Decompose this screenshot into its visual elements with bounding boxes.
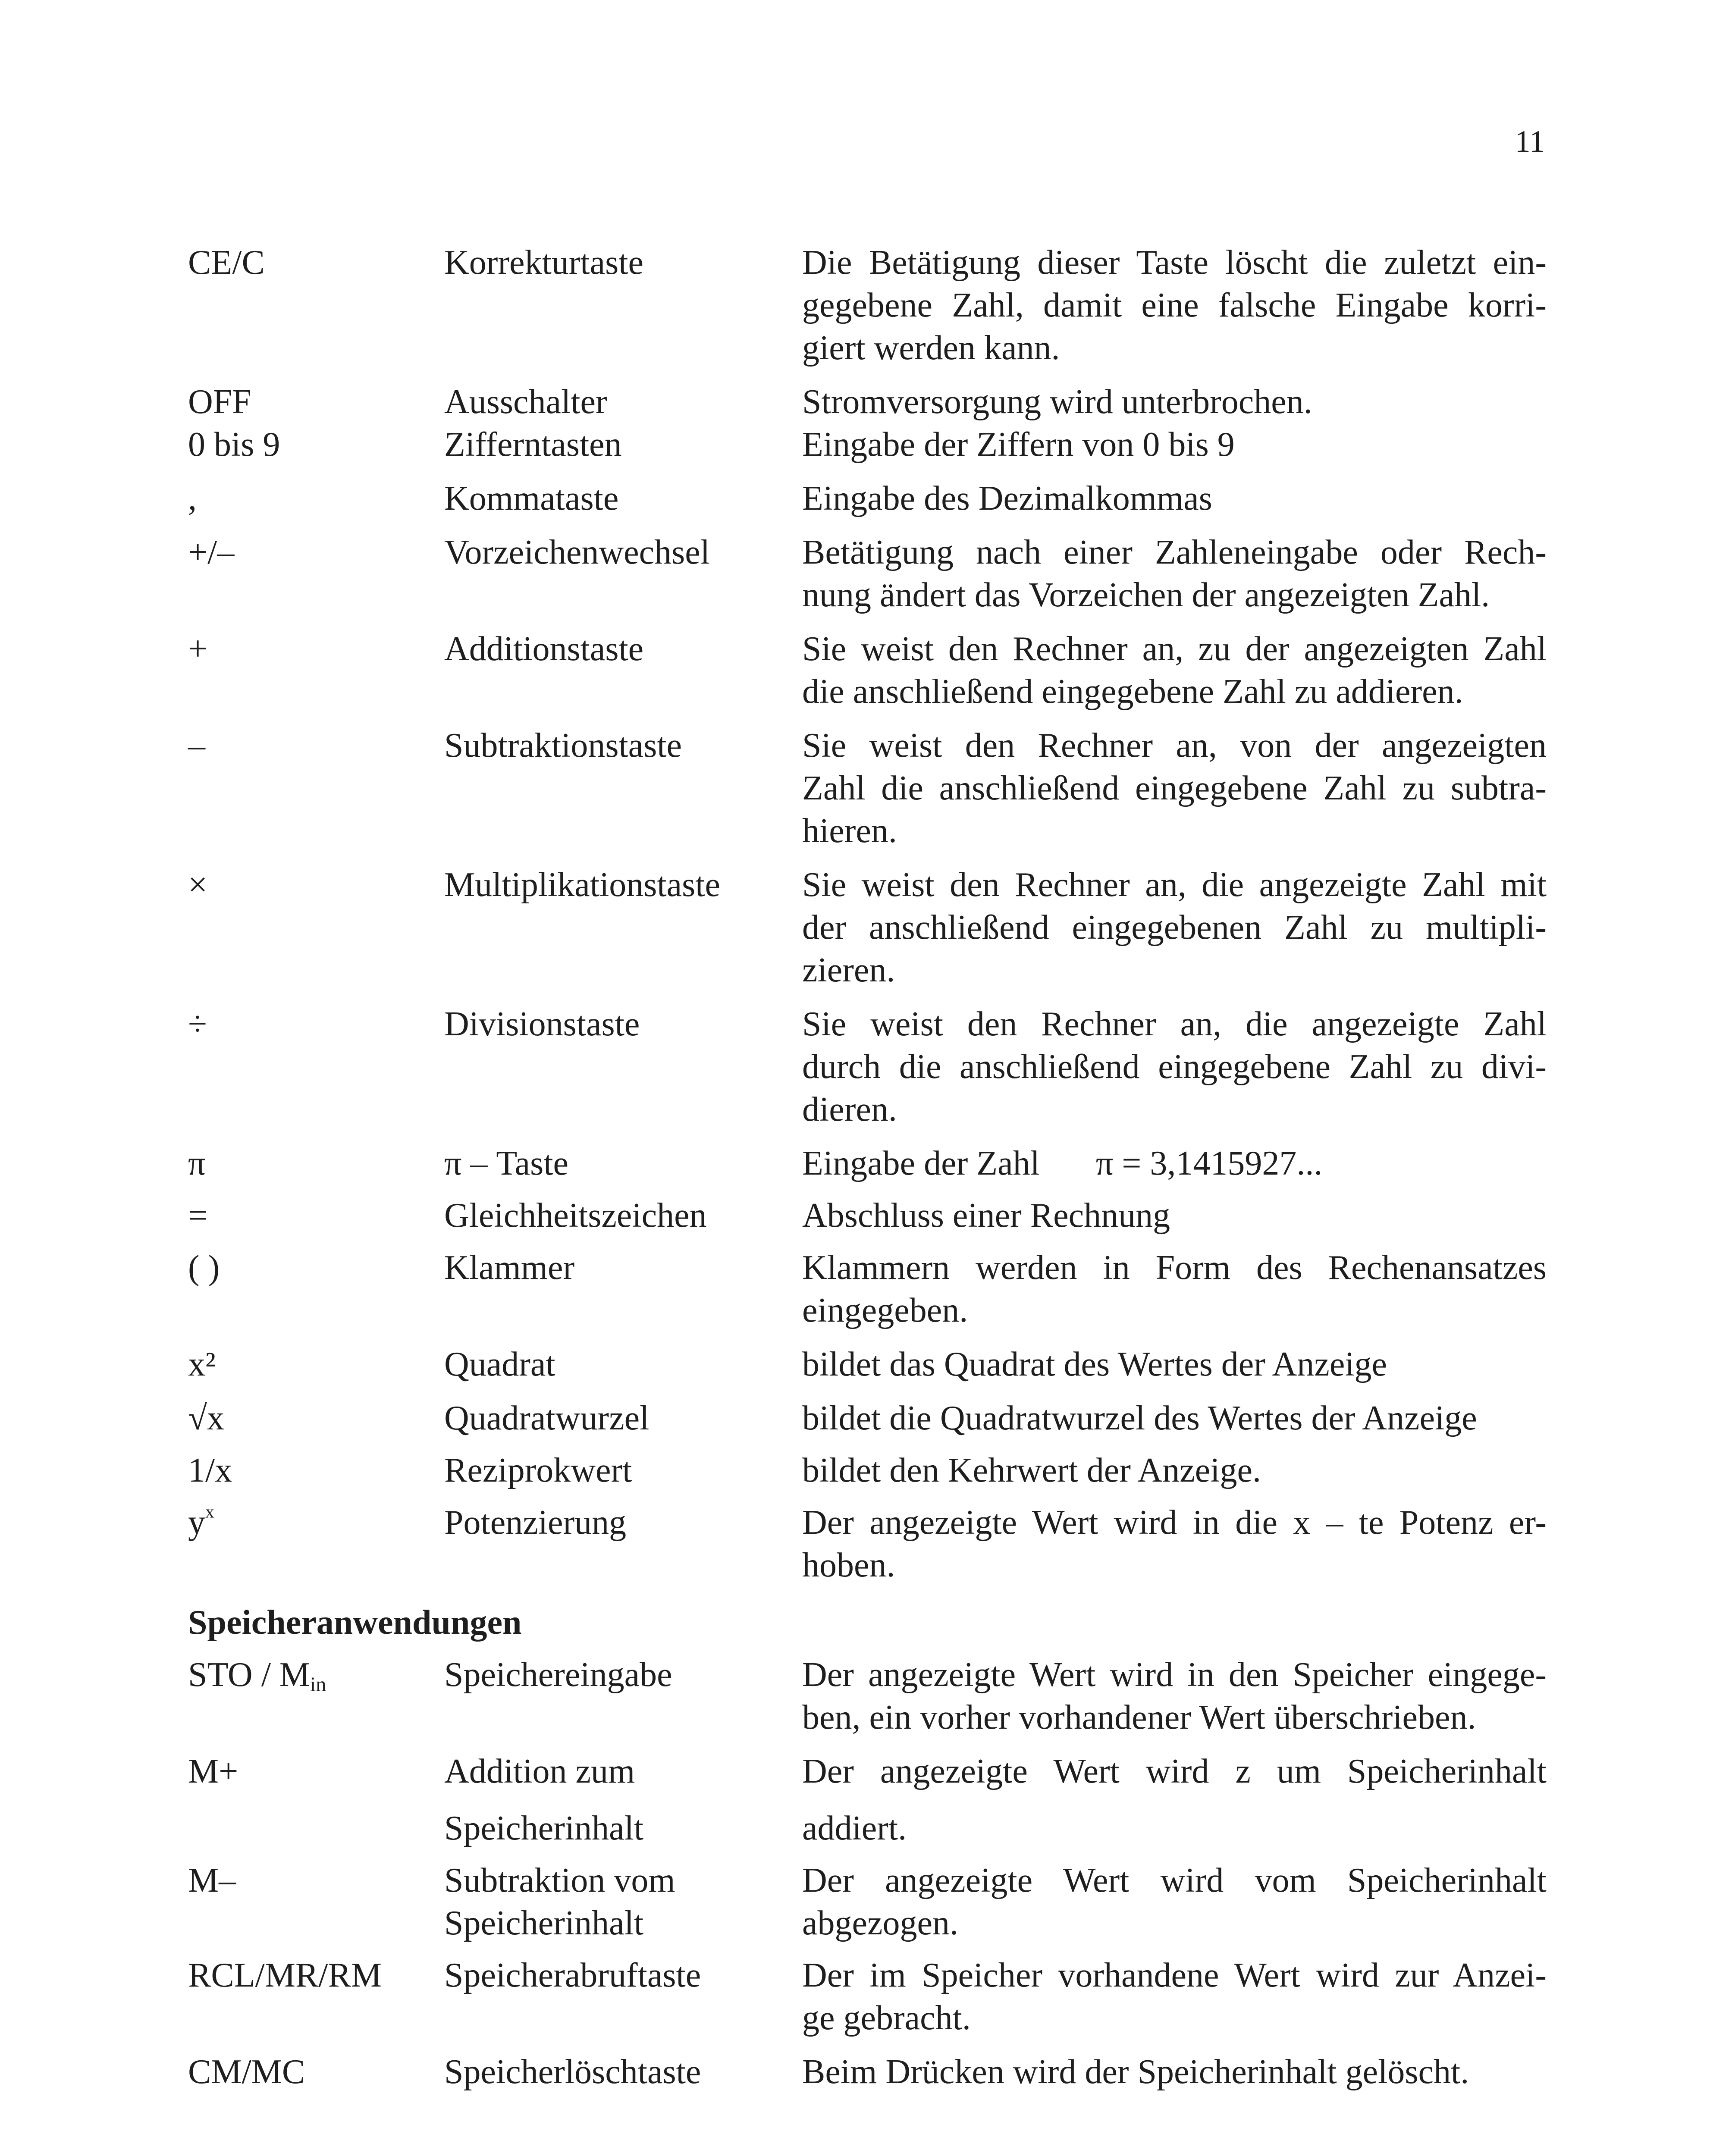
description-line: Sie weist den Rechner an, die angezeigte Zahl	[802, 1005, 1547, 1043]
key-name: Vorzeichenwechsel	[444, 533, 710, 571]
description-line: Eingabe des Dezimalkommas	[802, 479, 1212, 517]
key-name: Speichereingabe	[444, 1656, 672, 1694]
description-line: durch die anschließend eingegebene Zahl zu divi-	[802, 1048, 1547, 1086]
description-line: Eingabe der Ziffern von 0 bis 9	[802, 426, 1235, 464]
key-description	[802, 724, 1547, 852]
key-name-line: Speicherinhalt	[444, 1904, 644, 1942]
description-line: Klammern werden in Form des Rechenansatzes	[802, 1249, 1547, 1287]
key-text: STO / M	[188, 1656, 311, 1694]
description-line: Beim Drücken wird der Speicherinhalt gelöscht.	[802, 2053, 1469, 2091]
description-line: Sie weist den Rechner an, von der angezeigten	[802, 727, 1547, 765]
description-line: abgezogen.	[802, 1904, 959, 1942]
table-row	[188, 1003, 1547, 1131]
description-line: Die Betätigung dieser Taste löscht die zuletzt ein-	[802, 244, 1547, 282]
key-symbol	[188, 531, 444, 574]
key-description	[802, 1343, 1547, 1386]
description-line: hoben.	[802, 1546, 895, 1584]
key-name: Multiplikationstaste	[444, 866, 720, 904]
key-description	[802, 1194, 1547, 1237]
table-row	[188, 241, 1547, 370]
key-text: CM/MC	[188, 2053, 305, 2091]
key-symbol	[188, 1142, 444, 1185]
key-name: Divisionstaste	[444, 1005, 640, 1043]
table-row	[188, 1654, 1547, 1739]
key-name: Speicherabruftaste	[444, 1956, 701, 1994]
key-text: √x	[188, 1399, 224, 1437]
key-text: =	[188, 1197, 208, 1235]
key-symbol	[188, 381, 444, 423]
description-line: eingegeben.	[802, 1291, 968, 1329]
table-row	[188, 1954, 1547, 2040]
key-symbol	[188, 1859, 444, 1902]
description-line: Zahl die anschließend eingegebene Zahl zu subtra-	[802, 769, 1547, 807]
table-row	[188, 1142, 1547, 1185]
key-symbol	[188, 1194, 444, 1237]
key-description	[802, 1654, 1547, 1739]
key-symbol	[188, 423, 444, 466]
key-description	[802, 1954, 1547, 2040]
key-symbol	[188, 241, 444, 284]
key-name: Additionstaste	[444, 630, 644, 668]
key-description	[802, 1247, 1547, 1332]
key-symbol	[188, 724, 444, 767]
key-name: Gleichheitszeichen	[444, 1197, 707, 1235]
key-text: M+	[188, 1752, 238, 1790]
key-name: Ausschalter	[444, 383, 607, 421]
table-row	[188, 628, 1547, 713]
key-symbol	[188, 1501, 444, 1544]
description-line: bildet die Quadratwurzel des Wertes der Anzeige	[802, 1399, 1477, 1437]
key-symbol	[188, 1397, 444, 1440]
table-row	[188, 531, 1547, 617]
key-text: 1/x	[188, 1451, 232, 1489]
key-description	[802, 423, 1547, 466]
table-row	[188, 2051, 1547, 2093]
key-name	[444, 1859, 802, 1945]
key-text: x²	[188, 1345, 216, 1383]
description-line: die anschließend eingegebene Zahl zu addieren.	[802, 673, 1463, 711]
key-symbol	[188, 2051, 444, 2093]
description-line: Stromversorgung wird unterbrochen.	[802, 383, 1312, 421]
table-row	[188, 1343, 1547, 1386]
description-line: Der angezeigte Wert wird in die x – te Potenz er-	[802, 1504, 1547, 1542]
pi-value: π = 3,1415927...	[1095, 1144, 1323, 1182]
key-name: Kommataste	[444, 479, 619, 517]
description-line: bildet das Quadrat des Wertes der Anzeige	[802, 1345, 1387, 1383]
table-row	[188, 864, 1547, 992]
key-name: Quadrat	[444, 1345, 555, 1383]
key-name: Zifferntasten	[444, 426, 622, 464]
key-text: +	[188, 630, 208, 668]
key-text: –	[188, 727, 205, 765]
description-line: Der im Speicher vorhandene Wert wird zur Anzei-	[802, 1956, 1547, 1994]
key-symbol	[188, 1654, 444, 1696]
description-line: zieren.	[802, 951, 895, 989]
key-description	[802, 1397, 1547, 1440]
key-description	[802, 1003, 1547, 1131]
table-row	[188, 1194, 1547, 1237]
table-row	[188, 1750, 1547, 1850]
key-symbol	[188, 1954, 444, 1997]
key-text: π	[188, 1144, 206, 1182]
key-description	[802, 1501, 1547, 1587]
key-name-line: Speicherinhalt	[444, 1809, 644, 1847]
description-line: ge gebracht.	[802, 1999, 971, 2037]
table-row	[188, 423, 1547, 466]
description-line: Sie weist den Rechner an, zu der angezeigten Zahl	[802, 630, 1547, 668]
key-description	[802, 1142, 1547, 1185]
key-name-line: Addition zum	[444, 1752, 635, 1790]
description-line: Der angezeigte Wert wird in den Speicher eingege-	[802, 1656, 1547, 1694]
key-name: Quadratwurzel	[444, 1399, 650, 1437]
description-line: Der angezeigte Wert wird vom Speicherinhalt	[802, 1861, 1547, 1899]
key-text: ÷	[188, 1005, 207, 1043]
description-line: bildet den Kehrwert der Anzeige.	[802, 1451, 1261, 1489]
key-description	[802, 2051, 1547, 2093]
table-row	[188, 1449, 1547, 1492]
key-text: +/–	[188, 533, 235, 571]
key-name: Klammer	[444, 1249, 575, 1287]
key-text: M–	[188, 1861, 236, 1899]
key-description	[802, 241, 1547, 370]
description-line: Abschluss einer Rechnung	[802, 1197, 1170, 1235]
key-description	[802, 628, 1547, 713]
key-symbol	[188, 1449, 444, 1492]
key-name: Subtraktionstaste	[444, 727, 682, 765]
key-symbol	[188, 864, 444, 906]
table-row	[188, 1501, 1547, 1587]
description-line: giert werden kann.	[802, 329, 1060, 367]
description-line: nung ändert das Vorzeichen der angezeigten Zahl.	[802, 576, 1490, 614]
description-line: der anschließend eingegebenen Zahl zu multipli-	[802, 909, 1547, 946]
description-line	[802, 1142, 1547, 1185]
description-line: gegebene Zahl, damit eine falsche Eingabe korri-	[802, 286, 1547, 324]
description-line: hieren.	[802, 812, 897, 850]
description-line: dieren.	[802, 1091, 897, 1128]
key-description	[802, 531, 1547, 617]
key-description	[802, 1449, 1547, 1492]
key-name: Korrekturtaste	[444, 244, 644, 282]
description-line: Der angezeigte Wert wird z um Speicherinhalt	[802, 1752, 1547, 1790]
table-row	[188, 724, 1547, 852]
table-row	[188, 1397, 1547, 1440]
key-symbol	[188, 1343, 444, 1386]
key-symbol	[188, 1247, 444, 1289]
key-name: Speicherlöschtaste	[444, 2053, 701, 2091]
key-symbol	[188, 628, 444, 671]
key-name: Potenzierung	[444, 1504, 627, 1542]
key-name: Reziprokwert	[444, 1451, 632, 1489]
key-description	[802, 864, 1547, 992]
key-description	[802, 477, 1547, 520]
key-text: y	[188, 1504, 205, 1542]
description-line: ben, ein vorher vorhandener Wert überschrieben.	[802, 1698, 1476, 1736]
description-line: Sie weist den Rechner an, die angezeigte Zahl mit	[802, 866, 1547, 904]
page-number: 11	[1515, 124, 1545, 159]
description-line: addiert.	[802, 1809, 907, 1847]
key-symbol	[188, 1750, 444, 1793]
section-heading: Speicheranwendungen	[188, 1604, 522, 1642]
key-symbol	[188, 1003, 444, 1046]
key-text: ×	[188, 866, 208, 904]
key-description	[802, 381, 1547, 423]
key-name	[444, 1750, 802, 1850]
key-text: OFF	[188, 383, 251, 421]
key-symbol	[188, 477, 444, 520]
key-text: ,	[188, 479, 197, 517]
key-exponent: x	[205, 1501, 214, 1522]
key-text: ( )	[188, 1249, 220, 1287]
key-text: 0 bis 9	[188, 426, 280, 464]
key-text: CE/C	[188, 244, 265, 282]
table-row	[188, 1859, 1547, 1945]
table-row	[188, 1247, 1547, 1332]
key-description	[802, 1859, 1547, 1945]
description-line: Betätigung nach einer Zahleneingabe oder Rech-	[802, 533, 1547, 571]
table-row	[188, 477, 1547, 520]
key-table	[188, 241, 1547, 2093]
key-name-line: Subtraktion vom	[444, 1861, 675, 1899]
key-description	[802, 1750, 1547, 1850]
key-name: π – Taste	[444, 1144, 569, 1182]
table-row	[188, 381, 1547, 423]
key-subscript: in	[310, 1673, 326, 1696]
key-text: RCL/MR/RM	[188, 1956, 382, 1994]
description-text: Eingabe der Zahl	[802, 1144, 1040, 1182]
